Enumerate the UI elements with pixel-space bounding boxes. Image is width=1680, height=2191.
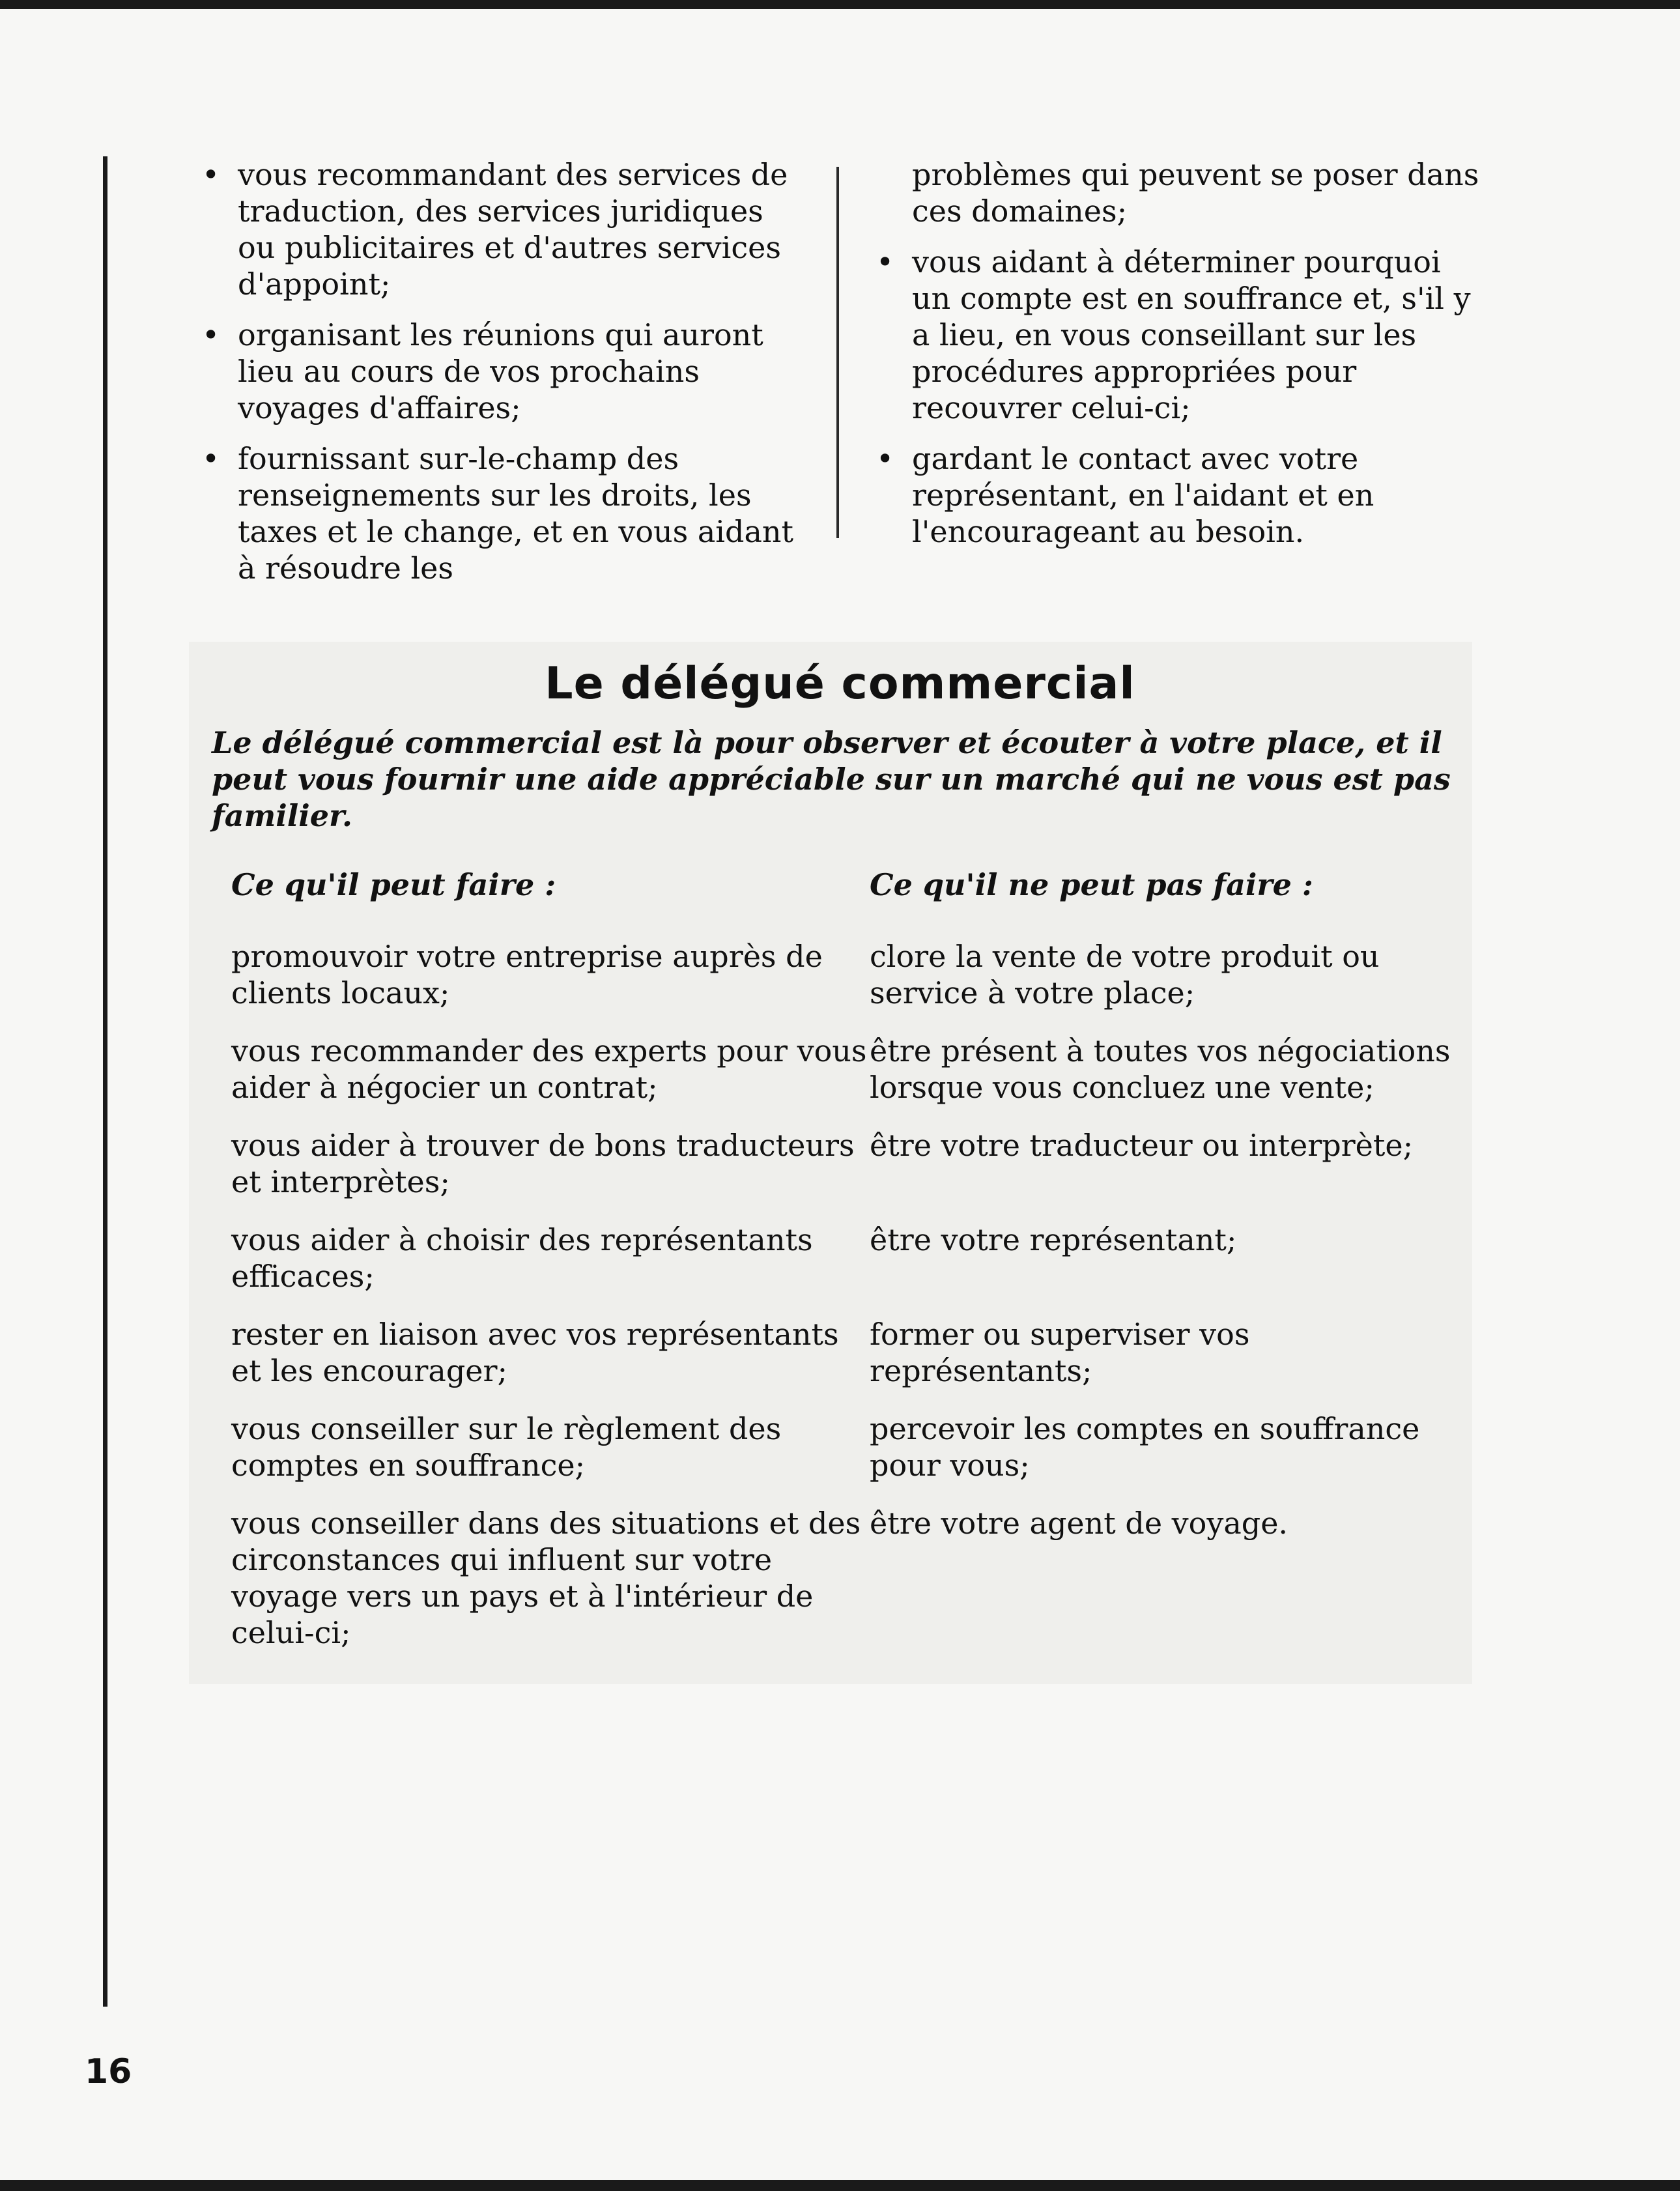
top-border	[0, 0, 1680, 9]
list-item-text: fournissant sur-le-champ des renseignements sur les droits, les taxes et le change, et en vous aidant à résoudre les	[238, 441, 793, 586]
bullet-icon: •	[202, 441, 220, 476]
can-do-item: vous conseiller dans des situations et des circonstances qui influent sur votre voyage vers un pays et à l'intérieur de celui-ci;	[231, 1506, 861, 1650]
list-item	[202, 440, 808, 586]
cannot-do-item: être votre agent de voyage.	[870, 1506, 1288, 1541]
list-item-text: vous aidant à déterminer pourquoi un compte est en souffrance et, s'il y a lieu, en vous conseillant sur les procédures appropriées pour recouvrer celui-ci;	[912, 244, 1471, 425]
cannot-do-item: être présent à toutes vos négociations lorsque vous concluez une vente;	[870, 1033, 1451, 1105]
list-item-text: vous recommandant des services de traduction, des services juridiques ou publicitaires et d'autres services d'appoint;	[238, 157, 788, 302]
can-do-heading: Ce qu'il peut faire :	[231, 867, 556, 902]
section-intro: Le délégué commercial est là pour observer et écouter à votre place, et il peut vous fournir une aide appréciable sur un marché qui ne vous est pas familier.	[212, 725, 1451, 833]
list-item-text: organisant les réunions qui auront lieu au cours de vos prochains voyages d'affaires;	[238, 317, 763, 425]
cannot-do-item: être votre traducteur ou interprète;	[870, 1128, 1414, 1163]
can-do-item: promouvoir votre entreprise auprès de clients locaux;	[231, 939, 823, 1010]
table-row	[231, 1505, 1469, 1661]
can-do-item: vous aider à choisir des représentants efficaces;	[231, 1222, 813, 1294]
cannot-do-item: être votre représentant;	[870, 1222, 1237, 1257]
bottom-border	[0, 2180, 1680, 2191]
top-left-column	[202, 156, 808, 601]
column-divider	[836, 167, 839, 538]
cannot-do-item: former ou superviser vos représentants;	[870, 1317, 1250, 1388]
list-item	[202, 317, 808, 426]
top-right-column	[876, 156, 1482, 564]
bullet-icon: •	[202, 317, 220, 352]
can-do-item: vous conseiller sur le règlement des comptes en souffrance;	[231, 1411, 782, 1483]
table-row	[231, 1033, 1469, 1127]
bullet-icon: •	[876, 244, 894, 279]
list-item	[202, 156, 808, 302]
bullet-list-left	[202, 156, 808, 586]
can-do-item: vous recommander des experts pour vous aider à négocier un contrat;	[231, 1033, 867, 1105]
left-margin-rule	[103, 156, 107, 2007]
page-number: 16	[85, 2052, 132, 2091]
cannot-do-item: clore la vente de votre produit ou service à votre place;	[870, 939, 1380, 1010]
list-item	[876, 244, 1482, 426]
continued-text: problèmes qui peuvent se poser dans ces domaines;	[912, 157, 1479, 229]
table-row	[231, 1316, 1469, 1411]
table-row	[231, 1127, 1469, 1222]
table-row	[231, 938, 1469, 1033]
cannot-do-item: percevoir les comptes en souffrance pour vous;	[870, 1411, 1420, 1483]
list-item-text: gardant le contact avec votre représentant, en l'aidant et en l'encourageant au besoin.	[912, 441, 1374, 549]
section-title: Le délégué commercial	[545, 658, 1135, 709]
table-row	[231, 1411, 1469, 1505]
bullet-icon: •	[876, 441, 894, 476]
can-cannot-table	[231, 866, 1469, 1661]
list-item	[876, 440, 1482, 550]
cannot-do-heading: Ce qu'il ne peut pas faire :	[870, 867, 1313, 902]
bullet-list-right	[876, 244, 1482, 550]
table-row	[231, 1222, 1469, 1316]
bullet-icon: •	[202, 157, 220, 192]
can-do-item: vous aider à trouver de bons traducteurs et interprètes;	[231, 1128, 855, 1199]
table-header-row	[231, 866, 1469, 938]
can-do-item: rester en liaison avec vos représentants et les encourager;	[231, 1317, 839, 1388]
